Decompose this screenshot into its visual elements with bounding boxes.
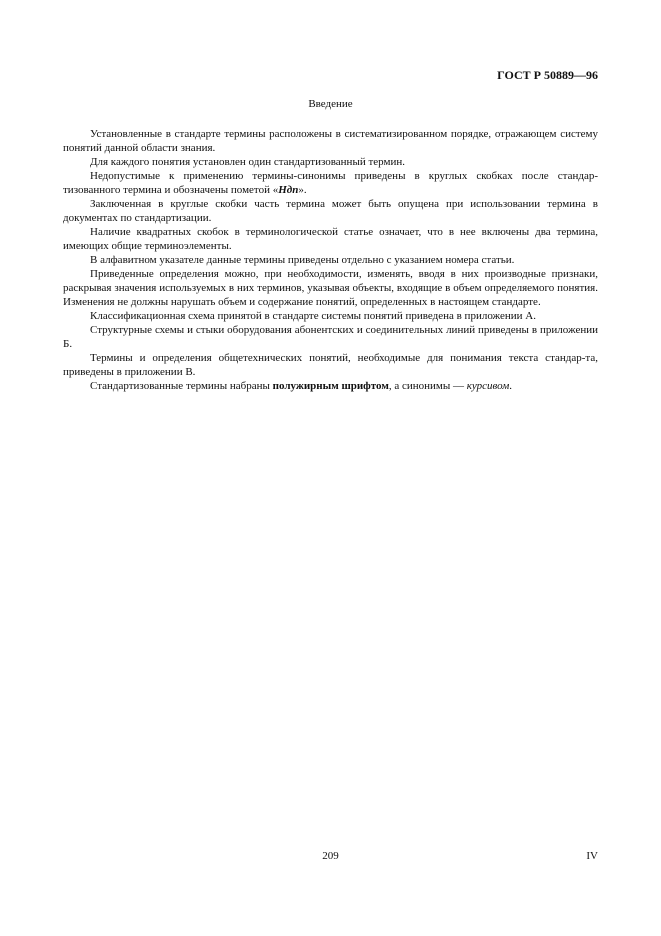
ndp-mark: Ндп <box>278 184 299 196</box>
paragraph-text: ». <box>298 184 307 196</box>
paragraph-text: Недопустимые к применению термины-синонимы приведены в круглых скобках после стандар-тизованного термина и обозначены пометой « <box>63 170 598 196</box>
paragraph: Установленные в стандарте термины расположены в систематизированном порядке, отражающем систему понятий данной области знания. <box>63 128 598 154</box>
document-body <box>63 127 598 393</box>
paragraph: Наличие квадратных скобок в терминологической статье означает, что в нее включены два термина, имеющих общие терминоэлементы. <box>63 226 598 252</box>
document-code: ГОСТ Р 50889—96 <box>497 68 598 82</box>
paragraph-text: , а синонимы — <box>388 380 467 392</box>
paragraph: Структурные схемы и стыки оборудования абонентских и соединительных линий приведены в приложении Б. <box>63 324 598 350</box>
paragraph-text: Стандартизованные термины набраны <box>90 380 273 392</box>
bold-example: полужирным шрифтом <box>272 380 389 392</box>
paragraph: Классификационная схема принятой в стандарте системы понятий приведена в приложении А. <box>90 310 536 322</box>
paragraph <box>63 169 598 197</box>
paragraph: Заключенная в круглые скобки часть термина может быть опущена при использовании термина в документах по стандартизации. <box>63 198 598 224</box>
paragraph-text: . <box>509 380 513 392</box>
paragraph <box>63 379 598 393</box>
paragraph: Термины и определения общетехнических понятий, необходимые для понимания текста стандар-та, приведены в приложении В. <box>63 352 598 378</box>
paragraph: Приведенные определения можно, при необходимости, изменять, вводя в них производные признаки, раскрывая значения используемых в них терминов, указывая объекты, входящие в объем определяемого понятия. Изменения не должны нарушать объем и содержание понятий, определенных в настоящем стандарте. <box>63 268 598 308</box>
page-number: 209 <box>322 850 339 862</box>
paragraph: В алфавитном указателе данные термины приведены отдельно с указанием номера статьи. <box>90 254 515 266</box>
roman-page-number: IV <box>586 850 598 862</box>
italic-example: курсивом <box>466 380 510 392</box>
section-title: Введение <box>308 98 353 110</box>
paragraph: Для каждого понятия установлен один стандартизованный термин. <box>90 156 405 168</box>
